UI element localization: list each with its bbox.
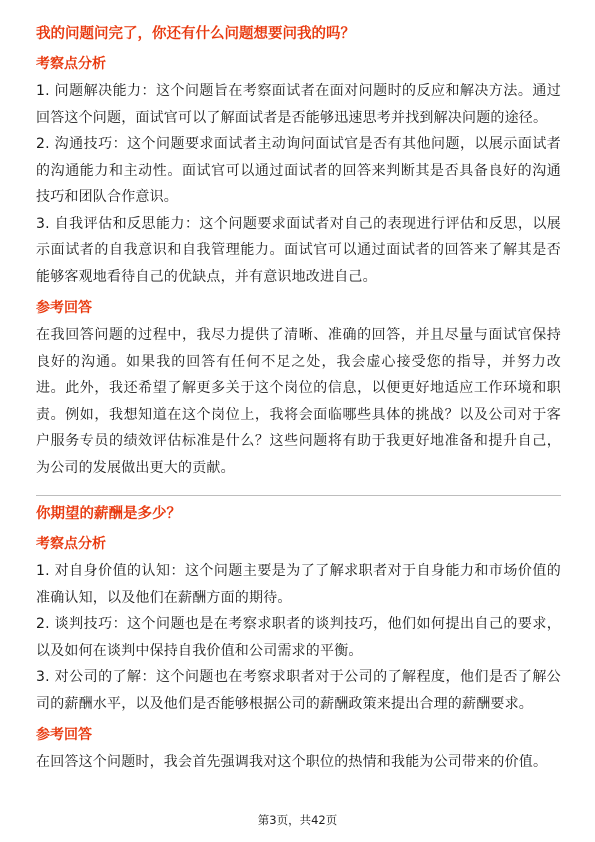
q1-analysis-item-2: 2. 沟通技巧：这个问题要求面试者主动询问面试官是否有其他问题，以展示面试者的沟通能力和主动性。面试官可以通过面试者的回答来判断其是否具备良好的沟通技巧和团队合作意识。 xyxy=(36,136,561,205)
q2-answer-text: 在回答这个问题时，我会首先强调我对这个职位的热情和我能为公司带来的价值。 xyxy=(36,754,548,770)
question-2-title: 你期望的薪酬是多少？ xyxy=(36,506,181,522)
q1-analysis-item-1: 1. 问题解决能力：这个问题旨在考察面试者在面对问题时的反应和解决方法。通过回答这个问题，面试官可以了解面试者是否能够迅速思考并找到解决问题的途径。 xyxy=(36,83,561,126)
document-page xyxy=(36,24,561,776)
q2-analysis-item-2: 2. 谈判技巧：这个问题也是在考察求职者的谈判技巧，他们如何提出自己的要求，以及如何在谈判中保持自我价值和公司需求的平衡。 xyxy=(36,616,561,659)
q1-analysis-heading: 考察点分析 xyxy=(36,56,106,72)
q1-analysis-item-3: 3. 自我评估和反思能力：这个问题要求面试者对自己的表现进行评估和反思，以展示面试者的自我意识和自我管理能力。面试官可以通过面试者的回答来了解其是否能够客观地看待自己的优缺点，并有意识地改进自己。 xyxy=(36,215,561,285)
q2-answer-heading: 参考回答 xyxy=(36,727,92,743)
page-number: 第3页，共42页 xyxy=(257,813,338,827)
q2-analysis-heading: 考察点分析 xyxy=(36,536,106,552)
q1-answer-heading: 参考回答 xyxy=(36,300,92,316)
question-1-title: 我的问题问完了，你还有什么问题想要问我的吗？ xyxy=(36,26,355,42)
q2-analysis-item-1: 1. 对自身价值的认知：这个问题主要是为了了解求职者对于自身能力和市场价值的准确认知，以及他们在薪酬方面的期待。 xyxy=(36,563,561,606)
section-divider xyxy=(36,495,561,496)
q1-answer-text: 在我回答问题的过程中，我尽力提供了清晰、准确的回答，并且尽量与面试官保持良好的沟通。如果我的回答有任何不足之处，我会虚心接受您的指导，并努力改进。此外，我还希望了解更多关于这个岗位的信息，以便更好地适应工作环境和职责。例如，我想知道在这个岗位上，我将会面临哪些具体的挑战？以及公司对于客户服务专员的绩效评估标准是什么？这些问题将有助于我更好地准备和提升自己，为公司的发展做出更大的贡献。 xyxy=(36,327,561,476)
q2-analysis-item-3: 3. 对公司的了解：这个问题也在考察求职者对于公司的了解程度，他们是否了解公司的薪酬水平，以及他们是否能够根据公司的薪酬政策来提出合理的薪酬要求。 xyxy=(36,669,561,712)
